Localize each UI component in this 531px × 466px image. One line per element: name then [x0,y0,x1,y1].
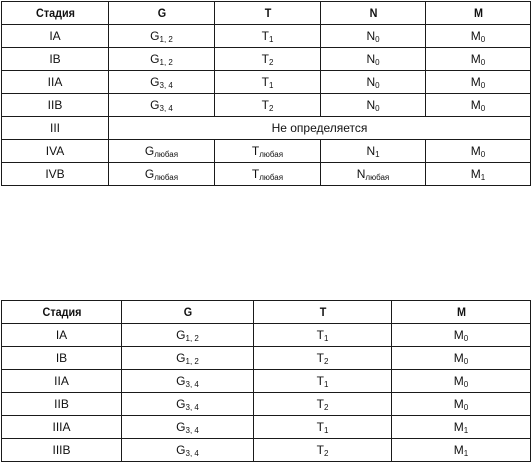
m-cell: $M_1$ [392,439,531,462]
stage-cell: IB [2,347,122,370]
n-cell: $N_0$ [321,71,426,94]
stage-cell: IIA [2,71,109,94]
g-cell: $G_{любая}$ [109,140,215,163]
t-cell: $T_1$ [254,416,392,439]
t-cell: $T_1$ [254,370,392,393]
stage-cell: IIB [2,393,122,416]
t-cell: $T_2$ [215,48,321,71]
table-header-row [2,301,531,324]
g-cell: $G_{1, 2}$ [109,48,215,71]
t-cell: $T_{любая}$ [215,163,321,186]
n-cell: $N_1$ [321,140,426,163]
m-cell: $M_1$ [392,416,531,439]
column-header-t: T [220,2,315,25]
t-cell: $T_2$ [254,347,392,370]
n-cell: $N_0$ [321,25,426,48]
g-cell: $G_{1, 2}$ [122,324,254,347]
column-header-g: G [128,301,247,324]
column-header-g: G [114,2,209,25]
t-cell: $T_1$ [254,324,392,347]
stage-cell: IVB [2,163,109,186]
t-cell: $T_{любая}$ [215,140,321,163]
table-row [2,416,531,439]
m-cell: $M_0$ [426,94,531,117]
stage-cell: III [2,117,109,140]
m-cell: $M_0$ [426,25,531,48]
stage-cell: IIA [2,370,122,393]
stage-cell: IVA [2,140,109,163]
table-row [2,140,531,163]
g-cell: $G_{3, 4}$ [122,416,254,439]
stage-cell: IA [2,25,109,48]
table-row [2,163,531,186]
staging-table-gtnm [1,1,531,186]
table-row [2,370,531,393]
table-header-row [2,2,531,25]
column-header-m: M [431,2,526,25]
m-cell: $M_0$ [392,347,531,370]
t-cell: $T_1$ [215,25,321,48]
m-cell: $M_0$ [392,370,531,393]
g-cell: $G_{1, 2}$ [122,347,254,370]
stage-cell: IIIB [2,439,122,462]
table-row [2,71,531,94]
column-header-m: M [398,301,523,324]
n-cell: $N_0$ [321,48,426,71]
t-cell: $T_2$ [215,94,321,117]
m-cell: $M_0$ [426,48,531,71]
t-cell: $T_1$ [215,71,321,94]
staging-table-gtm [1,300,531,462]
table-row [2,94,531,117]
g-cell: $G_{3, 4}$ [122,370,254,393]
stage-cell: IIB [2,94,109,117]
table-row [2,347,531,370]
m-cell: $M_0$ [426,140,531,163]
t-cell: $T_2$ [254,439,392,462]
table-row [2,324,531,347]
m-cell: $M_0$ [426,71,531,94]
g-cell: $G_{3, 4}$ [122,439,254,462]
column-header-stage: Стадия [7,2,103,25]
g-cell: $G_{3, 4}$ [122,393,254,416]
g-cell: $G_{3, 4}$ [109,94,215,117]
g-cell: $G_{1, 2}$ [109,25,215,48]
g-cell: $G_{3, 4}$ [109,71,215,94]
table-row [2,48,531,71]
n-cell: $N_{любая}$ [321,163,426,186]
m-cell: $M_0$ [392,393,531,416]
m-cell: $M_0$ [392,324,531,347]
m-cell: $M_1$ [426,163,531,186]
stage-cell: IA [2,324,122,347]
table-row [2,393,531,416]
table-row [2,117,531,140]
table-row [2,439,531,462]
g-cell: $G_{любая}$ [109,163,215,186]
column-header-n: N [326,2,421,25]
merged-cell-not-determined: Не определяется [109,117,531,140]
n-cell: $N_0$ [321,94,426,117]
t-cell: $T_2$ [254,393,392,416]
stage-cell: IIIA [2,416,122,439]
column-header-t: T [260,301,384,324]
stage-cell: IB [2,48,109,71]
column-header-stage: Стадия [8,301,116,324]
table-row [2,25,531,48]
